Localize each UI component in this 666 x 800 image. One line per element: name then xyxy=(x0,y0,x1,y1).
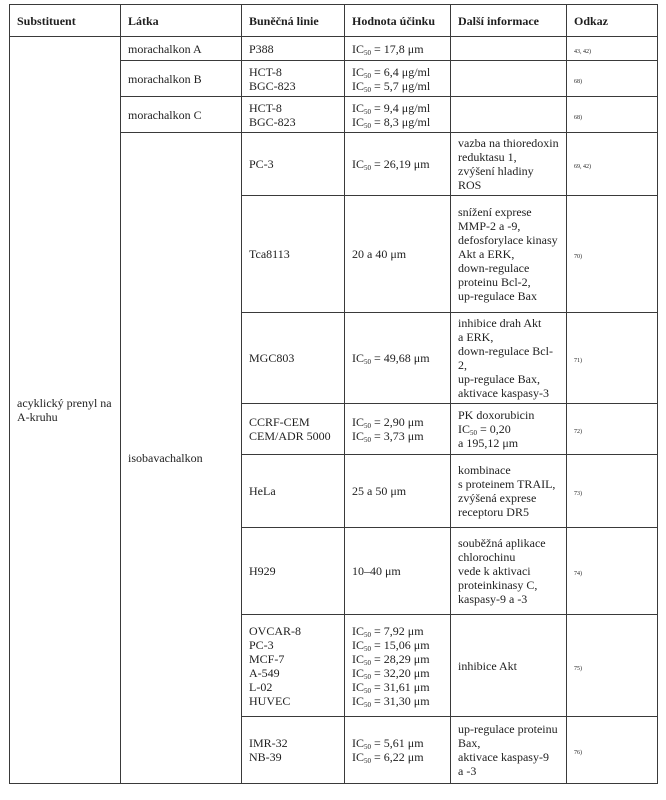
effect-value: $IC_{50} = 26,19$ μm xyxy=(352,157,430,172)
cell-line-name: P388 xyxy=(249,41,274,56)
info-line: $IC_{50} = 0,20$ xyxy=(458,422,511,437)
effect-value: $IC_{50} = 32,20$ μm xyxy=(352,665,430,681)
effect-value: $IC_{50} = 9,4$ μg/ml xyxy=(352,100,431,116)
cell-info xyxy=(451,196,567,313)
effect-value: $IC_{50} = 15,06$ μm xyxy=(352,637,430,653)
cell-latka: morachalkon A xyxy=(121,37,242,61)
info-line: inhibice Akt xyxy=(458,658,517,673)
effect-value: $IC_{50} = 5,7$ μg/ml xyxy=(352,78,431,94)
reference: 68) xyxy=(574,78,582,85)
effect-value: $IC_{50} = 6,22$ μm xyxy=(352,750,424,765)
cell-line-name: NB-39 xyxy=(249,750,282,764)
info-line: a 195,12 μm xyxy=(458,436,519,450)
cell-line-name: OVCAR-8 xyxy=(249,623,302,638)
effect-value: 25 a 50 μm xyxy=(352,484,407,498)
reference: 76) xyxy=(574,750,582,756)
reference: 72) xyxy=(574,429,582,435)
cell-ref xyxy=(567,455,658,528)
cell-cell-line xyxy=(242,97,345,133)
cell-value xyxy=(345,37,451,61)
cell-line-name: Tca8113 xyxy=(249,247,290,261)
cell-cell-line xyxy=(242,455,345,528)
info-line: zvýšená exprese xyxy=(458,491,537,505)
info-line: reduktasu 1, xyxy=(458,150,517,164)
effect-value: $IC_{50} = 7,92$ μm xyxy=(352,623,424,639)
cell-line-name: HUVEC xyxy=(249,693,291,708)
info-line: Akt a ERK, xyxy=(458,247,515,261)
info-line: proteinu Bcl-2, xyxy=(458,275,531,289)
cell-line-name: A-549 xyxy=(249,665,280,680)
cell-line-name: MGC803 xyxy=(249,351,295,365)
reference: 69, 42) xyxy=(574,164,591,170)
cell-cell-line xyxy=(242,404,345,455)
effect-value: $IC_{50} = 28,29$ μm xyxy=(352,651,430,667)
header-info: Další informace xyxy=(451,5,567,37)
info-line: vede k aktivaci xyxy=(458,564,531,578)
effect-value: $IC_{50} = 2,90$ μm xyxy=(352,415,424,430)
cell-line-name: IMR-32 xyxy=(249,736,288,750)
cell-line-name: HCT-8 xyxy=(249,64,282,79)
cell-ref xyxy=(567,615,658,717)
cell-line-name: L-02 xyxy=(249,679,273,694)
info-line: inhibice drah Akt xyxy=(458,316,542,330)
info-line: a -3 xyxy=(458,764,477,778)
header-substituent: Substituent xyxy=(10,5,121,37)
cell-info xyxy=(451,455,567,528)
cell-line-name: CCRF-CEM xyxy=(249,415,310,429)
reference: 73) xyxy=(574,491,582,497)
cell-value xyxy=(345,404,451,455)
info-line: s proteinem TRAIL, xyxy=(458,477,556,491)
info-line: snížení exprese xyxy=(458,205,532,219)
cell-info xyxy=(451,528,567,615)
header-latka: Látka xyxy=(121,5,242,37)
page xyxy=(9,4,657,784)
reference: 43, 42) xyxy=(574,48,591,55)
cell-line-name: HeLa xyxy=(249,484,276,498)
cell-cell-line xyxy=(242,528,345,615)
info-line: kombinace xyxy=(458,463,511,477)
info-line: a ERK, xyxy=(458,330,494,344)
cell-info xyxy=(451,717,567,784)
cell-cell-line xyxy=(242,717,345,784)
cell-cell-line xyxy=(242,313,345,404)
cell-line-name: HCT-8 xyxy=(249,100,282,115)
info-line: defosforylace kinasy xyxy=(458,233,558,247)
cell-line-name: PC-3 xyxy=(249,157,274,171)
cell-cell-line xyxy=(242,196,345,313)
effect-value: 10–40 μm xyxy=(352,564,401,578)
cell-ref xyxy=(567,133,658,196)
cell-ref xyxy=(567,37,658,61)
info-line: down-regulace Bcl-2, xyxy=(458,344,553,372)
cell-cell-line xyxy=(242,37,345,61)
cell-ref xyxy=(567,313,658,404)
effect-value: 20 a 40 μm xyxy=(352,247,407,261)
cell-ref xyxy=(567,61,658,97)
cell-info xyxy=(451,61,567,97)
reference: 68) xyxy=(574,114,582,121)
effect-value: $IC_{50} = 5,61$ μm xyxy=(352,736,424,751)
cell-value xyxy=(345,455,451,528)
cell-ref xyxy=(567,528,658,615)
cell-info xyxy=(451,615,567,717)
cell-cell-line xyxy=(242,133,345,196)
table-body xyxy=(10,37,658,784)
effect-value: $IC_{50} = 31,30$ μm xyxy=(352,693,430,709)
cell-cell-line xyxy=(242,61,345,97)
info-line: zvýšení hladiny ROS xyxy=(458,164,534,192)
info-line: down-regulace xyxy=(458,261,530,275)
effect-value: $IC_{50} = 31,61$ μm xyxy=(352,679,430,695)
cell-ref xyxy=(567,717,658,784)
cell-latka: morachalkon B xyxy=(121,61,242,97)
cell-value xyxy=(345,97,451,133)
reference: 71) xyxy=(574,358,582,364)
cell-ref xyxy=(567,196,658,313)
info-line: souběžná aplikace xyxy=(458,536,546,550)
cell-line-name: BGC-823 xyxy=(249,114,296,129)
effect-value: $IC_{50} = 6,4$ μg/ml xyxy=(352,64,431,80)
cell-line-name: CEM/ADR 5000 xyxy=(249,429,331,443)
cell-info xyxy=(451,133,567,196)
cell-latka: morachalkon C xyxy=(121,97,242,133)
info-line: vazba na thioredoxin xyxy=(458,136,559,150)
effect-value: $IC_{50} = 8,3$ μg/ml xyxy=(352,114,431,130)
results-table xyxy=(9,4,658,784)
info-line: aktivace kaspasy-3 xyxy=(458,386,549,400)
cell-info xyxy=(451,404,567,455)
effect-value: $IC_{50} = 17,8$ μm xyxy=(352,41,424,57)
cell-value xyxy=(345,313,451,404)
info-line: MMP-2 a -9, xyxy=(458,219,521,233)
info-line: chlorochinu xyxy=(458,550,516,564)
info-line: up-regulace Bax xyxy=(458,289,537,303)
header-hodnota: Hodnota účinku xyxy=(345,5,451,37)
cell-value xyxy=(345,133,451,196)
info-line: kaspasy-9 a -3 xyxy=(458,592,528,606)
cell-value xyxy=(345,528,451,615)
cell-info xyxy=(451,37,567,61)
info-line: up-regulace proteinu xyxy=(458,722,558,736)
cell-line-name: H929 xyxy=(249,564,276,578)
cell-line-name: BGC-823 xyxy=(249,78,296,93)
cell-value xyxy=(345,615,451,717)
reference: 74) xyxy=(574,571,582,577)
info-line: Bax, xyxy=(458,736,481,750)
cell-value xyxy=(345,61,451,97)
cell-info xyxy=(451,97,567,133)
reference: 75) xyxy=(574,665,582,672)
cell-line-name: PC-3 xyxy=(249,637,274,652)
cell-ref xyxy=(567,97,658,133)
effect-value: $IC_{50} = 3,73$ μm xyxy=(352,429,424,444)
info-line: aktivace kaspasy-9 xyxy=(458,750,549,764)
info-line: receptoru DR5 xyxy=(458,505,529,519)
cell-value xyxy=(345,717,451,784)
info-line: proteinkinasy C, xyxy=(458,578,538,592)
cell-value xyxy=(345,196,451,313)
cell-info xyxy=(451,313,567,404)
info-line: up-regulace Bax, xyxy=(458,372,540,386)
cell-line-name: MCF-7 xyxy=(249,651,285,666)
cell-ref xyxy=(567,404,658,455)
cell-substituent: acyklický prenyl na A-kruhu xyxy=(10,37,121,784)
info-line: PK doxorubicin xyxy=(458,408,535,422)
cell-cell-line xyxy=(242,615,345,717)
cell-latka: isobavachalkon xyxy=(121,133,242,784)
table-row xyxy=(10,37,658,61)
header-linie: Buněčná linie xyxy=(242,5,345,37)
reference: 70) xyxy=(574,254,582,260)
header-odkaz: Odkaz xyxy=(567,5,658,37)
header-row xyxy=(10,5,658,37)
effect-value: $IC_{50} = 49,68$ μm xyxy=(352,351,430,366)
